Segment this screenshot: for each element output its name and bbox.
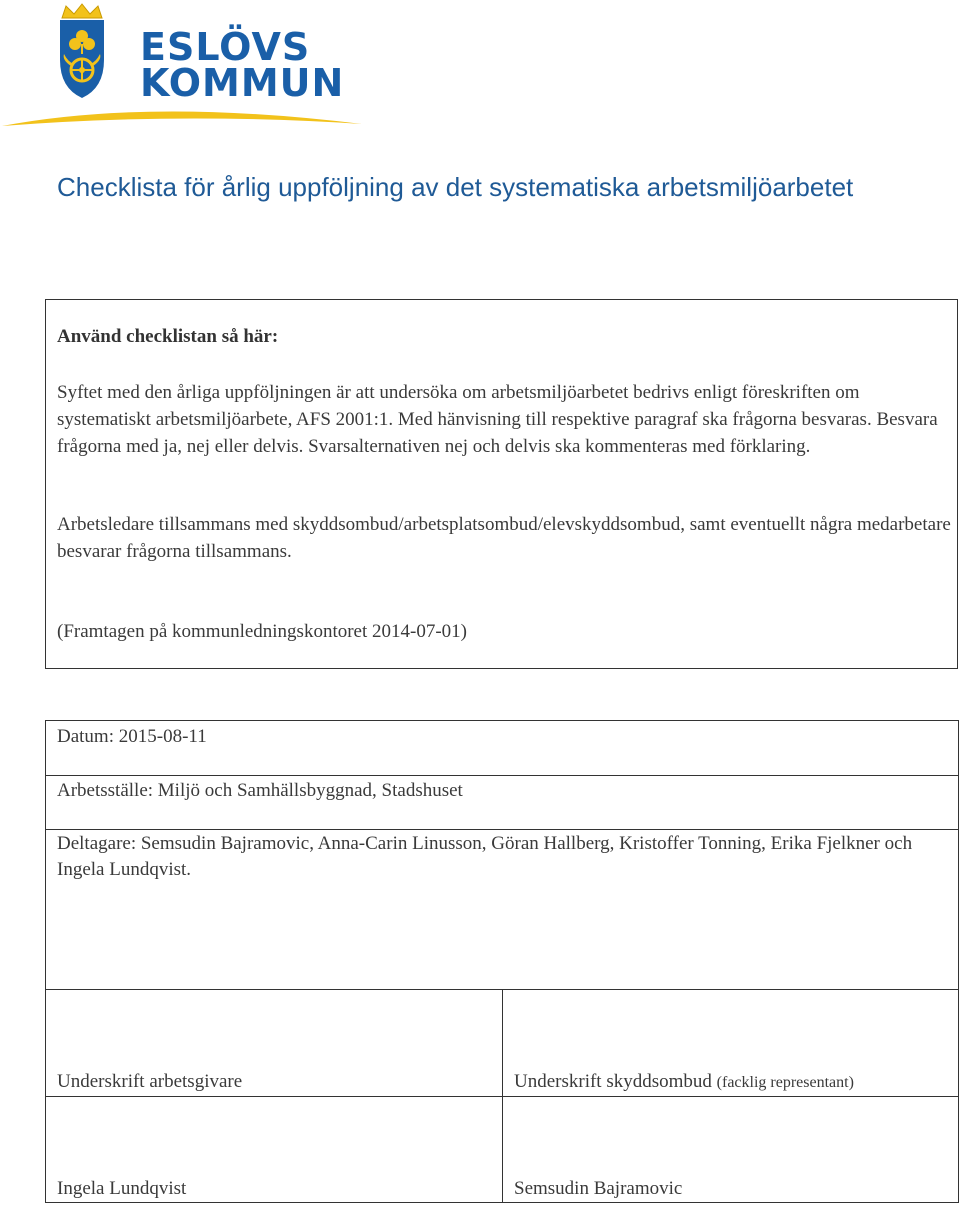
datum-row [46, 721, 958, 776]
info-table [45, 720, 959, 1203]
safety-rep-name: Semsudin Bajramovic [514, 1178, 683, 1199]
instructions-heading: Använd checklistan så här: [57, 326, 279, 347]
signature-divider-horizontal [46, 1096, 958, 1097]
safety-rep-label-main: Underskrift skyddsombud [514, 1071, 717, 1092]
safety-rep-signature-label [514, 1070, 854, 1095]
deltagare-field: Deltagare: Semsudin Bajramovic, Anna-Carin Linusson, Göran Hallberg, Kristoffer Tonning, Erika Fjelkner och Ingela Lundqvist. [57, 833, 913, 880]
safety-rep-label-qualifier: (facklig representant) [716, 1074, 854, 1091]
page-title: Checklista för årlig uppföljning av det systematiska arbetsmiljöarbetet [57, 172, 854, 202]
instructions-paragraph-purpose: Syftet med den årliga uppföljningen är att undersöka om arbetsmiljöarbetet bedrivs enligt föreskriften om systematiskt arbetsmiljöarbete, AFS 2001:1. Med hänvisning till respektive paragraf ska frågorna besvaras. Besvara frågorna med ja, nej eller delvis. Svarsalternativen nej och delvis ska kommenteras med förklaring. [57, 382, 938, 457]
logo-text-eslovs: ESLÖVS [140, 25, 311, 69]
logo-text-kommun: KOMMUN [140, 61, 345, 105]
employer-name: Ingela Lundqvist [57, 1178, 187, 1199]
instructions-paragraph-origin: (Framtagen på kommunledningskontoret 2014-07-01) [57, 621, 468, 642]
instructions-paragraph-participants: Arbetsledare tillsammans med skyddsombud/arbetsplatsombud/elevskyddsombud, samt eventuellt några medarbetare besvarar frågorna tillsammans. [57, 514, 951, 562]
employer-signature-label: Underskrift arbetsgivare [57, 1071, 243, 1092]
arbetsstalle-field: Arbetsställe: Miljö och Samhällsbyggnad, Stadshuset [57, 780, 463, 801]
datum-field: Datum: 2015-08-11 [57, 726, 207, 747]
eslovs-kommun-logo [0, 0, 370, 130]
instructions-box [45, 299, 958, 669]
signature-grid [46, 990, 958, 1202]
